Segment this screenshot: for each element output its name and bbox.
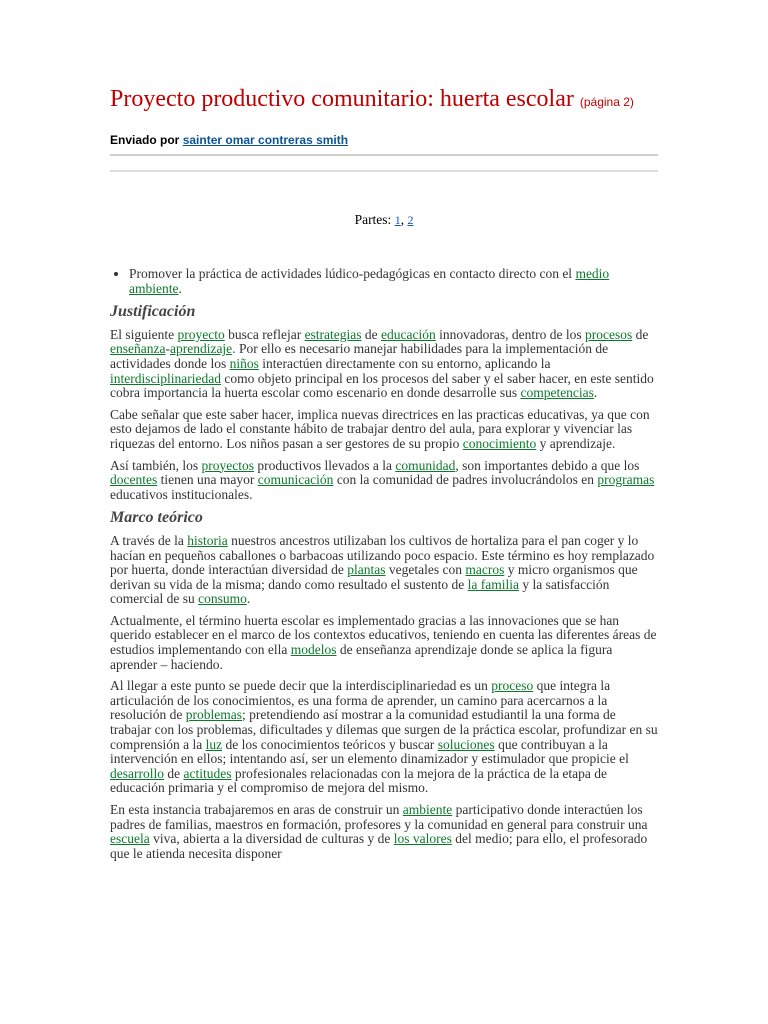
inline-link[interactable]: competencias	[520, 385, 594, 401]
inline-link[interactable]: programas	[597, 472, 655, 488]
inline-link[interactable]: escuela	[110, 831, 150, 847]
document-page	[110, 84, 658, 868]
inline-link[interactable]: comunicación	[257, 472, 334, 488]
objective-list	[110, 267, 658, 296]
inline-link[interactable]: niños	[229, 355, 259, 371]
divider-bottom	[110, 170, 658, 172]
paragraph: El siguiente proyecto busca reflejar estrategias de educación innovadoras, dentro de los procesos de enseñanza-aprendizaje. Por ello es necesario manejar habilidades para la implementación de actividades donde los niños interactúen directamente con su entorno, aplicando la interdisciplinariedad como objeto principal en los procesos del saber y el saber hacer, en este sentido cobra importancia la huerta escolar como escenario en donde desarrolle sus competencias.	[110, 326, 654, 401]
paragraph: En esta instancia trabajaremos en aras de construir un ambiente participativo donde interactúen los padres de familias, maestros en formación, profesores y la comunidad en general para construir una escuela viva, abierta a la diversidad de culturas y de los valores del medio; para ello, el profesorado que le atienda necesita disponer	[110, 802, 648, 861]
section-heading-marco-teorico: Marco teórico	[110, 509, 203, 527]
byline-prefix: Enviado por	[110, 133, 180, 147]
inline-link[interactable]: conocimiento	[462, 435, 537, 451]
medio-ambiente-link[interactable]: medio ambiente	[129, 266, 610, 296]
pagination: Partes: 1, 2	[354, 212, 414, 227]
paragraph: Actualmente, el término huerta escolar es implementado gracias a las innovaciones que se han querido establecer en el marco de los contextos educativos, teniendo en cuenta las diferentes áreas de estudios implementando con ella modelos de enseñanza aprendizaje donde se aplica la figura aprender – haciendo.	[110, 612, 657, 672]
inline-link[interactable]: los valores	[393, 831, 452, 847]
inline-link[interactable]: aprendizaje	[169, 341, 233, 357]
inline-link[interactable]: educación	[381, 326, 436, 342]
inline-link[interactable]: estrategias	[304, 326, 362, 342]
inline-link[interactable]: luz	[205, 736, 223, 752]
inline-link[interactable]: enseñanza	[110, 341, 166, 357]
inline-link[interactable]: plantas	[347, 562, 386, 578]
list-item: • Promover la práctica de actividades lúdico-pedagógicas en contacto directo con el medio ambiente.	[129, 267, 658, 296]
inline-link[interactable]: proyectos	[201, 457, 254, 473]
article-content	[110, 267, 658, 861]
inline-link[interactable]: historia	[187, 532, 228, 548]
inline-link[interactable]: proceso	[491, 678, 534, 694]
paragraph: A través de la historia nuestros ancestros utilizaban los cultivos de hortaliza para el pan coger y lo hacían en pequeños caballones o barbacoas utilizando poco espacio. Este término es hoy remplazado por huerta, donde interactúan diversidad de plantas vegetales con macros y micro organismos que derivan su vida de la misma; dando como resultado el sustento de la familia y la satisfacción comercial de su consumo.	[110, 532, 655, 607]
inline-link[interactable]: problemas	[185, 707, 242, 723]
bullet-text: Promover la práctica de actividades lúdico-pedagógicas en contacto directo con el	[129, 266, 573, 281]
inline-link[interactable]: comunidad	[395, 457, 456, 473]
title-page-indicator: (página 2)	[579, 95, 634, 109]
page-title	[110, 84, 658, 117]
pagination-label: Partes:	[354, 212, 392, 227]
inline-link[interactable]: la familia	[467, 576, 520, 592]
inline-link[interactable]: procesos	[584, 326, 633, 342]
inline-link[interactable]: macros	[465, 562, 505, 578]
inline-link[interactable]: interdisciplinariedad	[110, 370, 221, 386]
inline-link[interactable]: actitudes	[183, 765, 232, 781]
byline	[110, 133, 658, 147]
inline-link[interactable]: docentes	[110, 472, 158, 488]
inline-link[interactable]: proyecto	[177, 326, 225, 342]
page-1-link[interactable]: 1	[394, 213, 401, 227]
paragraph: Al llegar a este punto se puede decir que la interdisciplinariedad es un proceso que integra la articulación de los conocimientos, es una forma de aprender, un camino para acercarnos a la resolución de problemas; pretendiendo así mostrar a la comunidad estudiantil la una forma de trabajar con los problemas, dificultades y dilemas que surgen de la práctica escolar, profundizar en su comprensión a la luz de los conocimientos teóricos y buscar soluciones que contribuyan a la intervención en ellos; intentando así, ser un elemento dinamizador y estimulador que propicie el desarrollo de actitudes profesionales relacionadas con la mejora de la práctica de la etapa de educación primaria y el compromiso de mejora del mismo.	[110, 678, 658, 796]
page-2-link[interactable]: 2	[407, 213, 414, 227]
inline-link[interactable]: consumo	[198, 591, 247, 607]
paragraph: Así también, los proyectos productivos llevados a la comunidad, son importantes debido a que los docentes tienen una mayor comunicación con la comunidad de padres involucrándolos en programas educativos institucionales.	[110, 457, 655, 502]
title-text: Proyecto productivo comunitario: huerta escolar	[110, 86, 574, 112]
inline-link[interactable]: ambiente	[402, 802, 453, 817]
inline-link[interactable]: desarrollo	[110, 765, 164, 781]
paragraph: Cabe señalar que este saber hacer, implica nuevas directrices en las practicas educativas, ya que con esto dejamos de lado el constante hábito de trabajar dentro del aula, para explorar y vivenciar las riquezas del entorno. Los niños pasan a ser gestores de su propio conocimiento y aprendizaje.	[110, 406, 650, 451]
divider-top	[110, 154, 658, 156]
section-heading-justificacion: Justificación	[110, 303, 196, 321]
inline-link[interactable]: modelos	[290, 642, 337, 658]
author-link[interactable]: sainter omar contreras smith	[182, 133, 349, 147]
inline-link[interactable]: soluciones	[437, 736, 495, 752]
